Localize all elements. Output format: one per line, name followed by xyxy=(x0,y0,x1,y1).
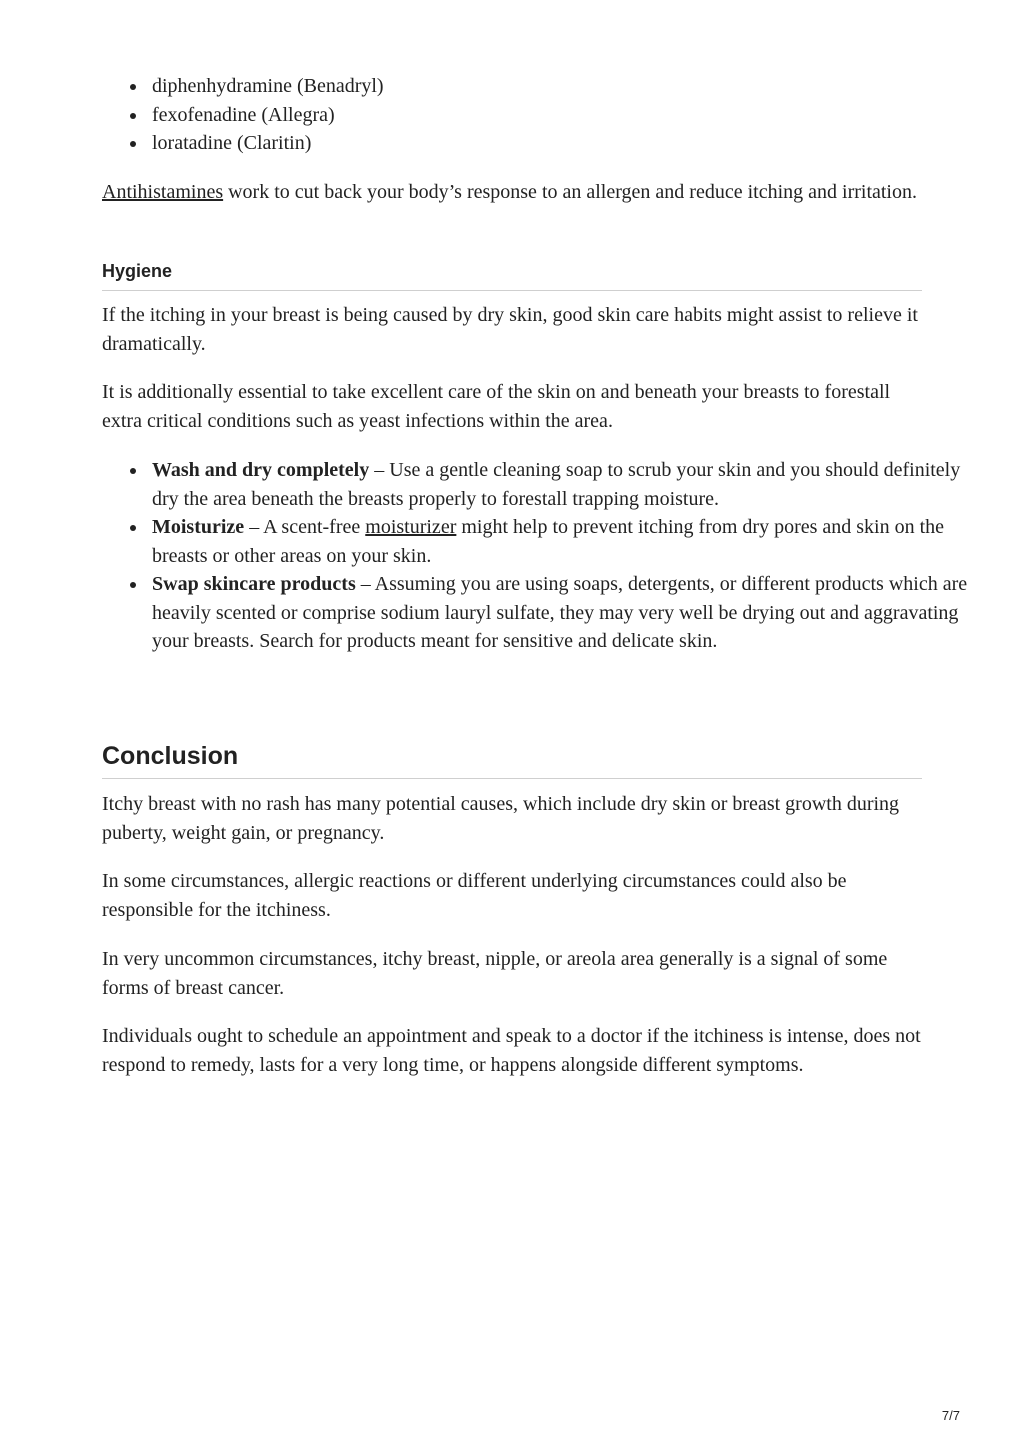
skincare-tips-list xyxy=(102,456,974,656)
conclusion-paragraph-2: In some circumstances, allergic reactions or different underlying circumstances could also be responsible for the itchiness. xyxy=(102,870,847,921)
list-item: loratadine (Claritin) xyxy=(152,129,974,158)
bullet-icon xyxy=(130,84,136,90)
antihistamines-link[interactable]: Antihistamines xyxy=(102,181,224,203)
bullet-icon xyxy=(130,582,136,588)
list-item: fexofenadine (Allegra) xyxy=(152,101,974,130)
tip-title: Moisturize xyxy=(152,516,245,538)
bullet-icon xyxy=(130,468,136,474)
list-item: Swap skincare products – Assuming you are using soaps, detergents, or different products which are heavily scented or comprise sodium lauryl sulfate, they may very well be drying out and aggravating your breasts. Search for products meant for sensitive and delicate skin. xyxy=(152,570,974,656)
conclusion-divider xyxy=(102,778,922,779)
antihistamine-list xyxy=(102,72,974,158)
conclusion-heading: Conclusion xyxy=(102,742,239,770)
bullet-icon xyxy=(130,113,136,119)
tip-title: Wash and dry completely xyxy=(152,459,370,481)
conclusion-paragraph-1: Itchy breast with no rash has many potential causes, which include dry skin or breast growth during puberty, weight gain, or pregnancy. xyxy=(102,793,900,844)
page-number: 7/7 xyxy=(941,1408,960,1423)
list-item: Moisturize – A scent-free moisturizer might help to prevent itching from dry pores and skin on the breasts or other areas on your skin. xyxy=(152,513,974,570)
bullet-icon xyxy=(130,141,136,147)
tip-title: Swap skincare products xyxy=(152,573,356,595)
hygiene-divider xyxy=(102,290,922,291)
moisturizer-link[interactable]: moisturizer xyxy=(365,516,457,538)
conclusion-paragraph-4: Individuals ought to schedule an appointment and speak to a doctor if the itchiness is intense, does not respond to remedy, lasts for a very long time, or happens alongside different symptoms. xyxy=(102,1025,921,1076)
conclusion-paragraph-3: In very uncommon circumstances, itchy breast, nipple, or areola area generally is a signal of some forms of breast cancer. xyxy=(102,948,888,999)
hygiene-paragraph-1: If the itching in your breast is being caused by dry skin, good skin care habits might assist to relieve it dramatically. xyxy=(102,304,918,355)
list-item: Wash and dry completely – Use a gentle cleaning soap to scrub your skin and you should definitely dry the area beneath the breasts properly to forestall trapping moisture. xyxy=(152,456,974,513)
bullet-icon xyxy=(130,525,136,531)
hygiene-paragraph-2: It is additionally essential to take excellent care of the skin on and beneath your breasts to forestall extra critical conditions such as yeast infections within the area. xyxy=(102,381,891,432)
antihistamines-paragraph: Antihistamines work to cut back your body’s response to an allergen and reduce itching and irritation. xyxy=(102,181,917,203)
list-item: diphenhydramine (Benadryl) xyxy=(152,72,974,101)
hygiene-heading: Hygiene xyxy=(102,261,173,281)
